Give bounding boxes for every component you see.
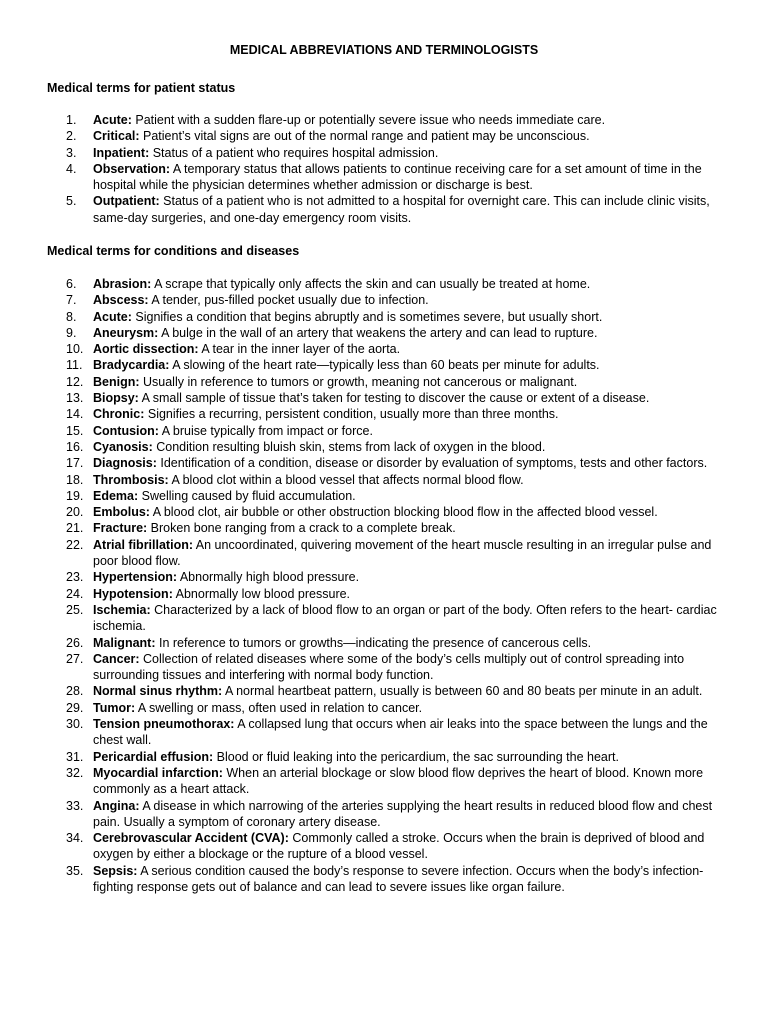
item-number: 16. [66,439,84,454]
term-label: Biopsy: [93,391,139,406]
section-heading-patient-status: Medical terms for patient status [47,81,236,95]
item-number: 33. [66,798,84,813]
item-number: 21. [66,521,84,536]
term-label: Observation: [93,161,171,176]
item-number: 23. [66,570,84,585]
item-number: 10. [66,342,84,357]
term-definition: A tender, pus-filled pocket usually due to infection. [148,293,429,308]
list-item [0,798,720,831]
item-number: 12. [66,374,84,389]
list-item [0,700,720,716]
list-item [0,325,720,341]
list-item [0,309,720,325]
item-number: 7. [66,293,77,308]
list-item [0,635,720,651]
list-item [0,390,720,406]
list-item [0,586,720,602]
term-definition: A blood clot within a blood vessel that affects normal blood flow. [168,472,524,487]
patient-status-list [0,112,720,226]
item-number: 19. [66,488,84,503]
term-label: Embolus: [93,505,150,520]
term-label: Acute: [93,113,132,127]
list-item [0,439,720,455]
term-label: Chronic: [93,407,145,422]
term-definition: When an arterial blockage or slow blood flow deprives the heart of blood. Known more commonly as a heart attack. [93,765,704,797]
term-label: Normal sinus rhythm: [93,684,223,699]
list-item [0,292,720,308]
item-number: 34. [66,831,84,846]
term-definition: A tear in the inner layer of the aorta. [198,342,401,357]
list-item [0,112,720,128]
term-definition: Signifies a condition that begins abruptly and is sometimes severe, but usually short. [131,309,603,324]
term-definition: Signifies a recurring, persistent condition, usually more than three months. [144,407,559,422]
term-label: Benign: [93,374,140,389]
list-item [0,145,720,161]
item-number: 9. [66,325,77,340]
term-definition: A disease in which narrowing of the arteries supplying the heart results in reduced blood flow and chest pain. Usually a symptom of coronary artery disease. [93,798,713,829]
list-item [0,749,720,765]
term-label: Hypotension: [93,586,173,601]
term-definition: A bulge in the wall of an artery that weakens the artery and can lead to rupture. [158,325,598,340]
list-item [0,374,720,390]
term-definition: Broken bone ranging from a crack to a complete break. [147,521,456,536]
term-definition: Characterized by a lack of blood flow to an organ or part of the body. Often refers to the heart- cardiac ischemia. [93,602,717,634]
term-definition: A collapsed lung that occurs when air leaks into the space between the lungs and the chest wall. [93,717,708,748]
item-number: 18. [66,472,84,487]
term-definition: A small sample of tissue that’s taken for testing to discover the cause or extent of a disease. [138,391,650,406]
term-definition: Collection of related diseases where some of the body’s cells multiply out of control spreading into surrounding tissues and interfering with normal body function. [93,651,685,683]
item-number: 20. [66,505,84,520]
term-label: Sepsis: [93,863,138,878]
term-label: Angina: [93,798,140,813]
item-number: 11. [66,358,83,373]
term-label: Critical: [93,129,140,144]
item-number: 35. [66,863,84,878]
term-label: Malignant: [93,635,156,650]
term-label: Cerebrovascular Accident (CVA): [93,831,289,846]
item-number: 5. [66,194,77,209]
item-number: 32. [66,765,84,780]
item-number: 25. [66,602,84,617]
list-item [0,161,720,194]
term-label: Edema: [93,488,139,503]
item-number: 1. [66,113,77,127]
item-number: 6. [66,277,77,291]
term-label: Acute: [93,309,132,324]
list-item [0,488,720,504]
list-item [0,683,720,699]
term-definition: Patient’s vital signs are out of the normal range and patient may be unconscious. [139,129,590,144]
list-item [0,716,720,749]
term-definition: Commonly called a stroke. Occurs when the brain is deprived of blood and oxygen by either a blockage or the rupture of a blood vessel. [93,831,705,862]
list-item [0,406,720,422]
term-definition: Abnormally low blood pressure. [172,586,351,601]
term-label: Thrombosis: [93,472,169,487]
term-definition: A serious condition caused the body’s response to severe infection. Occurs when the body’s infection-fighting response gets out of balance and can lead to severe issues like organ failure. [93,863,704,894]
term-label: Bradycardia: [93,358,170,373]
item-number: 31. [66,749,84,764]
term-definition: Usually in reference to tumors or growth, meaning not cancerous or malignant. [139,374,578,389]
term-definition: Status of a patient who requires hospital admission. [149,145,439,160]
term-definition: A slowing of the heart rate—typically less than 60 beats per minute for adults. [169,358,600,373]
list-item [0,520,720,536]
term-label: Hypertension: [93,570,178,585]
item-number: 4. [66,161,77,176]
section-heading-conditions: Medical terms for conditions and diseases [47,244,300,258]
term-label: Fracture: [93,521,148,536]
term-definition: In reference to tumors or growths—indicating the presence of cancerous cells. [155,635,592,650]
item-number: 17. [66,456,84,471]
list-item [0,504,720,520]
list-item [0,569,720,585]
list-item [0,455,720,471]
list-item [0,651,720,684]
term-label: Contusion: [93,423,159,438]
item-number: 22. [66,537,84,552]
item-number: 15. [66,423,84,438]
item-number: 24. [66,586,84,601]
list-item [0,830,720,863]
term-definition: A swelling or mass, often used in relation to cancer. [135,700,423,715]
item-number: 8. [66,309,77,324]
list-item [0,765,720,798]
term-definition: Swelling caused by fluid accumulation. [138,488,356,503]
item-number: 30. [66,717,84,732]
document-title: MEDICAL ABBREVIATIONS AND TERMINOLOGISTS [229,43,539,57]
term-label: Outpatient: [93,194,160,209]
term-label: Abrasion: [93,277,152,291]
list-item [0,128,720,144]
term-definition: Patient with a sudden flare-up or potentially severe issue who needs immediate care. [131,113,606,127]
term-label: Tumor: [93,700,136,715]
term-definition: An uncoordinated, quivering movement of the heart muscle resulting in an irregular pulse and poor blood flow. [93,537,712,569]
list-item [0,423,720,439]
list-item [0,472,720,488]
term-label: Inpatient: [93,145,150,160]
list-item [0,341,720,357]
item-number: 29. [66,700,84,715]
term-definition: Status of a patient who is not admitted to a hospital for overnight care. This can include clinic visits, same-day surgeries, and one-day emergency room visits. [93,194,710,225]
item-number: 2. [66,129,77,144]
term-definition: A scrape that typically only affects the skin and can usually be treated at home. [151,277,591,291]
item-number: 28. [66,684,84,699]
term-label: Aneurysm: [93,325,159,340]
list-item [0,276,720,292]
list-item [0,537,720,570]
item-number: 27. [66,651,84,666]
term-label: Aortic dissection: [93,342,199,357]
term-definition: A blood clot, air bubble or other obstruction blocking blood flow in the affected blood vessel. [149,505,658,520]
conditions-list [0,276,720,895]
term-definition: A normal heartbeat pattern, usually is between 60 and 80 beats per minute in an adult. [222,684,703,699]
term-label: Atrial fibrillation: [93,537,193,552]
term-label: Cyanosis: [93,439,153,454]
term-definition: A bruise typically from impact or force. [158,423,373,438]
term-definition: Abnormally high blood pressure. [177,570,360,585]
term-label: Cancer: [93,651,140,666]
term-definition: Identification of a condition, disease or disorder by evaluation of symptoms, tests and other factors. [156,456,708,471]
item-number: 14. [66,407,84,422]
term-label: Tension pneumothorax: [93,717,235,732]
term-label: Diagnosis: [93,456,157,471]
term-definition: Blood or fluid leaking into the pericardium, the sac surrounding the heart. [213,749,619,764]
list-item [0,863,720,896]
list-item [0,602,720,635]
term-label: Abscess: [93,293,149,308]
term-label: Pericardial effusion: [93,749,214,764]
item-number: 26. [66,635,84,650]
list-item [0,357,720,373]
item-number: 3. [66,145,77,160]
item-number: 13. [66,391,84,406]
term-definition: Condition resulting bluish skin, stems from lack of oxygen in the blood. [152,439,546,454]
list-item [0,193,720,226]
term-label: Ischemia: [93,602,151,617]
term-label: Myocardial infarction: [93,765,223,780]
term-definition: A temporary status that allows patients to continue receiving care for a set amount of time in the hospital while the physician determines whether admission or discharge is best. [93,161,702,193]
